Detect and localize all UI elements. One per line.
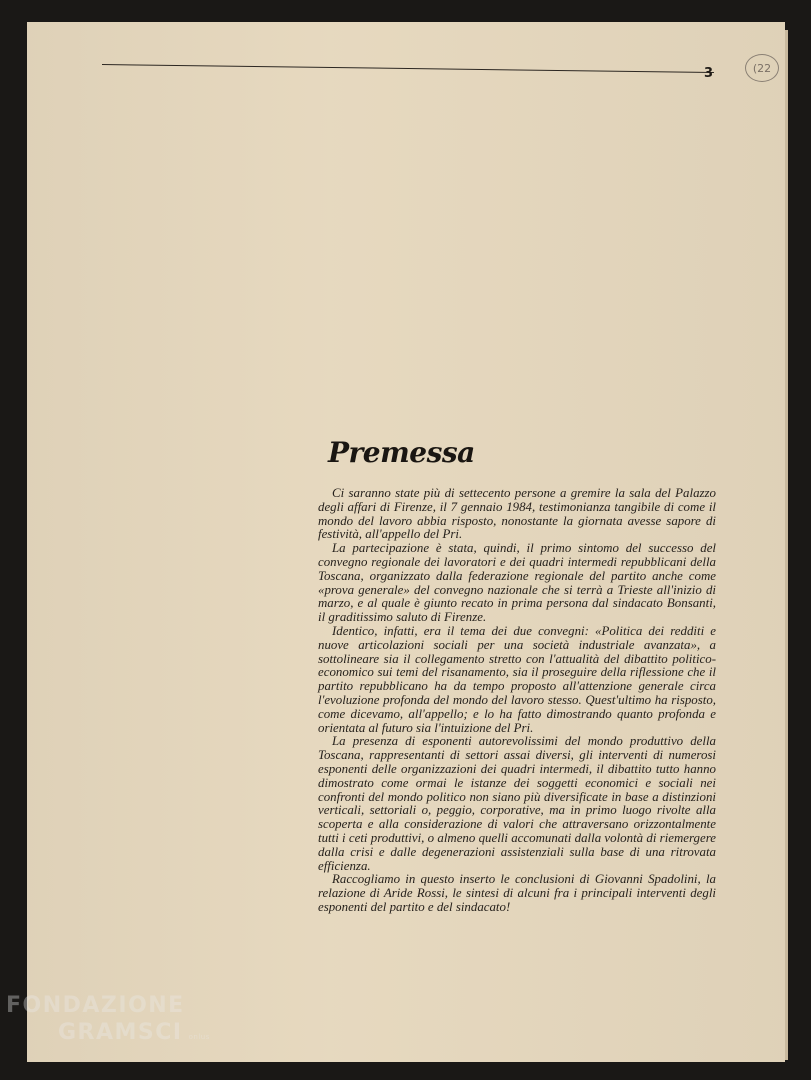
article-title: Premessa [328,436,475,469]
archive-mark: (22 [745,54,779,82]
paragraph: Identico, infatti, era il tema dei due convegni: «Politica dei redditi e nuove articolazioni sociali per una società industriale avanzata», a sottolineare sia il collegamento stretto con l'attualità del dibattito politico-economico sui temi del risanamento, sia il proseguire della riflessione che il partito repubblicano ha da tempo proposto all'attenzione generale circa l'evoluzione profonda del mondo del lavoro stesso. Quest'ultimo ha risposto, come dicevamo, all'appello; e lo ha fatto dimostrando quanto profonda e orientata al futuro sia l'intuizione del Pri. [318,623,716,735]
watermark-line2 [58,1020,210,1045]
watermark-logo [6,993,210,1045]
article-body [318,487,716,915]
watermark-suffix: onlus [188,1033,210,1041]
paragraph: Ci saranno state più di settecento persone a gremire la sala del Palazzo degli affari di Firenze, il 7 gennaio 1984, testimonianza tangibile di come il mondo del lavoro abbia risposto, nonostante la giornata avesse sapore di festività, all'appello del Pri. [318,486,716,542]
paragraph: La partecipazione è stata, quindi, il primo sintomo del successo del convegno regionale dei lavoratori e dei quadri intermedi repubblicani della Toscana, organizzato dalla federazione regionale del partito anche come «prova generale» del convegno nazionale che si terrà a Trieste all'inizio di marzo, e al quale è giunto recato in prima persona dal sindacato Bonsanti, il graditissimo saluto di Firenze. [318,541,716,625]
page-number: 3 [704,66,714,81]
paragraph: La presenza di esponenti autorevolissimi del mondo produttivo della Toscana, rappresentanti di settori assai diversi, gli interventi di numerosi esponenti delle organizzazioni dei quadri intermedi, il dibattito tutto hanno dimostrato come ormai le istanze dei soggetti economici e sociali nei confronti del mondo politico non siano più diversificate in base a distinzioni verticali, settoriali o, peggio, corporative, ma in primo luogo rivolte alla scoperta e alla considerazione di valori che attraversano orizzontalmente tutti i ceti produttivi, o almeno quelli accomunati dalla volontà di riemergere dalla crisi e dalle degenerazioni assistenziali sulla base di una ritrovata efficienza. [318,734,716,873]
watermark-name: GRAMSCI [58,1020,183,1045]
paragraph: Raccogliamo in questo inserto le conclusioni di Giovanni Spadolini, la relazione di Aride Rossi, le sintesi di alcuni fra i principali interventi degli esponenti del partito e del sindacato! [318,872,716,914]
watermark-line1: FONDAZIONE [6,993,185,1018]
